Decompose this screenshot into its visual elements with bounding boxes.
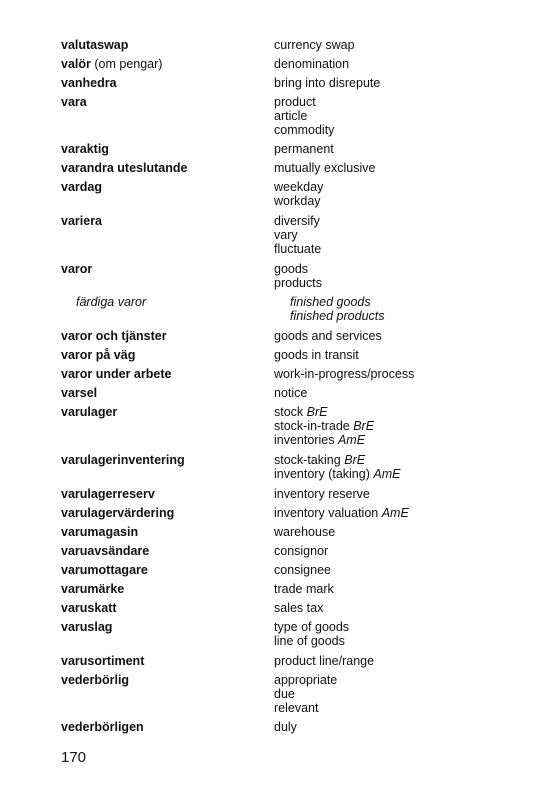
translation-line bbox=[274, 673, 514, 687]
translation-line bbox=[274, 620, 514, 634]
swedish-term bbox=[61, 329, 266, 343]
translation-text: inventory (taking) bbox=[274, 467, 370, 481]
english-translations bbox=[274, 329, 514, 343]
translation-text: denomination bbox=[274, 57, 350, 71]
translation-text: commodity bbox=[274, 123, 335, 137]
swedish-term-text: varor bbox=[61, 262, 93, 276]
translation-text: warehouse bbox=[274, 525, 336, 539]
translation-line bbox=[274, 634, 514, 648]
english-translations bbox=[274, 506, 514, 520]
swedish-term bbox=[61, 95, 266, 109]
swedish-term-text: variera bbox=[61, 214, 103, 228]
region-tag: BrE bbox=[353, 419, 375, 433]
english-translations bbox=[274, 673, 514, 715]
english-translations bbox=[274, 57, 514, 71]
region-tag: AmE bbox=[373, 467, 401, 481]
translation-line bbox=[274, 367, 514, 381]
translation-text: product line/range bbox=[274, 654, 375, 668]
swedish-term bbox=[61, 654, 266, 668]
translation-line bbox=[274, 405, 514, 419]
translation-text: permanent bbox=[274, 142, 334, 156]
translation-text: fluctuate bbox=[274, 242, 322, 256]
swedish-term bbox=[61, 620, 266, 634]
english-translations bbox=[274, 161, 514, 175]
swedish-term bbox=[61, 57, 266, 71]
translation-line bbox=[274, 701, 514, 715]
translation-line bbox=[274, 525, 514, 539]
swedish-term-text: varusortiment bbox=[61, 654, 145, 668]
english-translations bbox=[274, 180, 514, 208]
english-translations bbox=[274, 38, 514, 52]
translation-line bbox=[274, 228, 514, 242]
translation-line bbox=[274, 38, 514, 52]
translation-text: stock-in-trade bbox=[274, 419, 350, 433]
swedish-term bbox=[61, 214, 266, 228]
english-translations bbox=[274, 95, 514, 137]
translation-line bbox=[274, 57, 514, 71]
english-translations bbox=[274, 582, 514, 596]
swedish-term bbox=[61, 262, 266, 276]
swedish-term bbox=[61, 525, 266, 539]
english-translations bbox=[274, 720, 514, 734]
translation-text: appropriate bbox=[274, 673, 338, 687]
english-translations bbox=[274, 348, 514, 362]
translation-text: vary bbox=[274, 228, 298, 242]
english-translations bbox=[274, 214, 514, 256]
swedish-term bbox=[61, 367, 266, 381]
translation-text: consignee bbox=[274, 563, 331, 577]
translation-line bbox=[274, 242, 514, 256]
english-translations bbox=[274, 367, 514, 381]
swedish-term bbox=[61, 563, 266, 577]
swedish-term-text: varulagervärdering bbox=[61, 506, 175, 520]
translation-text: stock-taking bbox=[274, 453, 341, 467]
english-translations bbox=[274, 563, 514, 577]
translation-line bbox=[274, 687, 514, 701]
translation-line bbox=[274, 276, 514, 290]
swedish-term-text: varumottagare bbox=[61, 563, 148, 577]
translation-text: stock bbox=[274, 405, 304, 419]
swedish-term-text: varulagerreserv bbox=[61, 487, 155, 501]
translation-line bbox=[274, 214, 514, 228]
english-translations bbox=[274, 142, 514, 156]
swedish-term-text: varor under arbete bbox=[61, 367, 172, 381]
translation-text: inventory reserve bbox=[274, 487, 370, 501]
swedish-term-text: vara bbox=[61, 95, 87, 109]
english-translations bbox=[274, 76, 514, 90]
translation-text: article bbox=[274, 109, 308, 123]
swedish-term bbox=[61, 487, 266, 501]
swedish-term-text: varuskatt bbox=[61, 601, 117, 615]
region-tag: BrE bbox=[344, 453, 366, 467]
usage-note: (om pengar) bbox=[90, 57, 163, 71]
translation-text: inventories bbox=[274, 433, 335, 447]
translation-line bbox=[274, 720, 514, 734]
swedish-term bbox=[61, 348, 266, 362]
english-translations bbox=[274, 544, 514, 558]
translation-line bbox=[274, 419, 514, 433]
swedish-term bbox=[61, 720, 266, 734]
translation-text: goods and services bbox=[274, 329, 382, 343]
translation-line bbox=[274, 262, 514, 276]
translation-text: inventory valuation bbox=[274, 506, 379, 520]
page-number: 170 bbox=[61, 749, 87, 766]
translation-line bbox=[274, 467, 514, 481]
swedish-term-text: varuslag bbox=[61, 620, 113, 634]
translation-line bbox=[274, 544, 514, 558]
translation-line bbox=[274, 95, 514, 109]
swedish-term-text: varsel bbox=[61, 386, 98, 400]
swedish-term bbox=[61, 506, 266, 520]
translation-text: line of goods bbox=[274, 634, 345, 648]
translation-line bbox=[274, 601, 514, 615]
swedish-term-text: varaktig bbox=[61, 142, 109, 156]
english-translations bbox=[274, 620, 514, 648]
translation-text: finished goods bbox=[290, 295, 371, 309]
swedish-term-text: varor på väg bbox=[61, 348, 136, 362]
english-translations bbox=[274, 405, 514, 447]
swedish-term-text: varulager bbox=[61, 405, 118, 419]
translation-text: relevant bbox=[274, 701, 319, 715]
translation-line bbox=[290, 295, 530, 309]
translation-line bbox=[274, 123, 514, 137]
swedish-term bbox=[61, 161, 266, 175]
swedish-term-text: vederbörlig bbox=[61, 673, 130, 687]
translation-text: goods in transit bbox=[274, 348, 359, 362]
translation-line bbox=[290, 309, 530, 323]
swedish-term-text: varor och tjänster bbox=[61, 329, 167, 343]
swedish-term bbox=[61, 38, 266, 52]
swedish-term bbox=[61, 142, 266, 156]
swedish-term bbox=[61, 601, 266, 615]
translation-text: bring into disrepute bbox=[274, 76, 381, 90]
swedish-term bbox=[61, 386, 266, 400]
swedish-term-text: valutaswap bbox=[61, 38, 129, 52]
region-tag: BrE bbox=[306, 405, 328, 419]
translation-line bbox=[274, 563, 514, 577]
english-translations bbox=[274, 262, 514, 290]
swedish-term bbox=[61, 180, 266, 194]
translation-text: consignor bbox=[274, 544, 329, 558]
translation-text: weekday bbox=[274, 180, 324, 194]
translation-text: work-in-progress/process bbox=[274, 367, 415, 381]
english-translations bbox=[274, 487, 514, 501]
english-translations bbox=[274, 601, 514, 615]
translation-text: type of goods bbox=[274, 620, 350, 634]
region-tag: AmE bbox=[381, 506, 409, 520]
region-tag: AmE bbox=[337, 433, 366, 447]
translation-text: notice bbox=[274, 386, 308, 400]
translation-line bbox=[274, 348, 514, 362]
swedish-term-text: valör bbox=[61, 57, 91, 71]
swedish-term-text: vederbörligen bbox=[61, 720, 144, 734]
translation-line bbox=[274, 433, 514, 447]
translation-line bbox=[274, 109, 514, 123]
swedish-term-text: vanhedra bbox=[61, 76, 117, 90]
translation-line bbox=[274, 453, 514, 467]
translation-text: workday bbox=[274, 194, 321, 208]
translation-text: products bbox=[274, 276, 322, 290]
english-translations bbox=[274, 654, 514, 668]
swedish-term-text: varumärke bbox=[61, 582, 125, 596]
translation-line bbox=[274, 180, 514, 194]
translation-line bbox=[274, 506, 514, 520]
swedish-term bbox=[61, 453, 266, 467]
translation-line bbox=[274, 161, 514, 175]
english-translations bbox=[274, 525, 514, 539]
translation-text: finished products bbox=[290, 309, 385, 323]
english-translations bbox=[290, 295, 530, 323]
translation-line bbox=[274, 487, 514, 501]
translation-text: due bbox=[274, 687, 295, 701]
english-translations bbox=[274, 453, 514, 481]
swedish-term-text: varandra uteslutande bbox=[61, 161, 188, 175]
swedish-term bbox=[61, 673, 266, 687]
translation-line bbox=[274, 386, 514, 400]
translation-text: mutually exclusive bbox=[274, 161, 376, 175]
swedish-term bbox=[76, 295, 281, 309]
swedish-term-text: vardag bbox=[61, 180, 102, 194]
swedish-term bbox=[61, 544, 266, 558]
translation-text: currency swap bbox=[274, 38, 355, 52]
translation-line bbox=[274, 582, 514, 596]
swedish-term bbox=[61, 76, 266, 90]
translation-text: duly bbox=[274, 720, 297, 734]
english-translations bbox=[274, 386, 514, 400]
translation-line bbox=[274, 194, 514, 208]
swedish-term bbox=[61, 582, 266, 596]
swedish-term bbox=[61, 405, 266, 419]
translation-line bbox=[274, 329, 514, 343]
translation-text: goods bbox=[274, 262, 309, 276]
swedish-term-text: färdiga varor bbox=[76, 295, 147, 309]
translation-text: sales tax bbox=[274, 601, 324, 615]
translation-text: diversify bbox=[274, 214, 320, 228]
swedish-term-text: varulagerinventering bbox=[61, 453, 185, 467]
swedish-term-text: varumagasin bbox=[61, 525, 139, 539]
translation-line bbox=[274, 654, 514, 668]
translation-line bbox=[274, 76, 514, 90]
translation-line bbox=[274, 142, 514, 156]
translation-text: trade mark bbox=[274, 582, 334, 596]
swedish-term-text: varuavsändare bbox=[61, 544, 150, 558]
translation-text: product bbox=[274, 95, 316, 109]
